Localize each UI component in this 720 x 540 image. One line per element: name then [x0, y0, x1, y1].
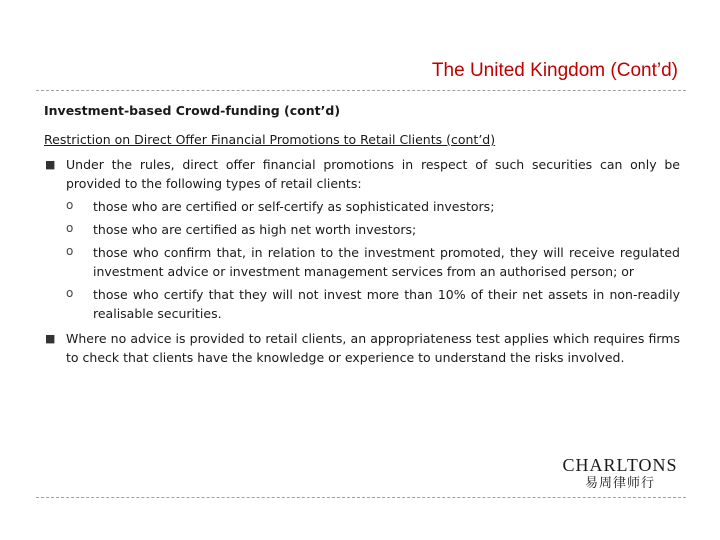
circle-bullet-icon: o	[66, 286, 74, 300]
section-subheading: Restriction on Direct Offer Financial Promotions to Retail Clients (cont’d)	[44, 132, 496, 147]
sub-item-text: those who are certified as high net worth investors;	[93, 222, 417, 237]
sub-list	[44, 197, 680, 323]
bullet-item	[44, 329, 680, 367]
logo-chinese-name: 易周律师行	[584, 476, 655, 491]
circle-bullet-icon: o	[66, 244, 74, 258]
sub-item-text: those who are certified or self-certify as sophisticated investors;	[93, 199, 495, 214]
footer-divider	[36, 497, 686, 498]
bullet-text: Where no advice is provided to retail clients, an appropriateness test applies which requires firms to check that clients have the knowledge or experience to understand the risks involved.	[66, 331, 680, 365]
sub-list-item	[44, 285, 680, 323]
slide-body	[44, 101, 680, 371]
sub-item-text: those who confirm that, in relation to the investment promoted, they will receive regulated investment advice or investment management services from an authorised person; or	[93, 245, 680, 279]
section-heading: Investment-based Crowd-funding (cont’d)	[44, 103, 341, 118]
sub-list-item	[44, 220, 680, 239]
circle-bullet-icon: o	[66, 198, 74, 212]
sub-list-item	[44, 243, 680, 281]
title-divider	[36, 90, 686, 91]
slide-title: The United Kingdom (Cont’d)	[431, 60, 678, 81]
bullet-item	[44, 155, 680, 193]
square-bullet-icon: ■	[45, 158, 56, 171]
circle-bullet-icon: o	[66, 221, 74, 235]
bullet-text: Under the rules, direct offer financial promotions in respect of such securities can only be provided to the following types of retail clients:	[66, 157, 680, 191]
sub-list-item	[44, 197, 680, 216]
charltons-logo	[558, 455, 682, 493]
square-bullet-icon: ■	[45, 332, 56, 345]
sub-item-text: those who certify that they will not invest more than 10% of their net assets in non-readily realisable securities.	[93, 287, 680, 321]
logo-name: CHARLTONS	[562, 455, 678, 475]
